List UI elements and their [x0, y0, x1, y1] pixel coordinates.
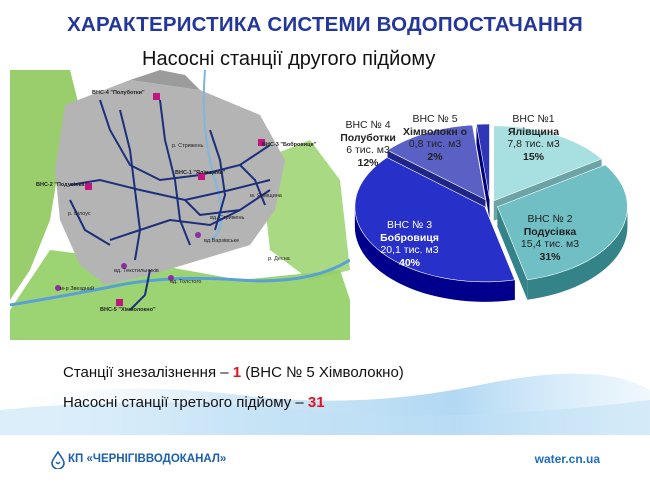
- map-label-vod1: вд.Варзівське: [204, 238, 240, 244]
- fact-iron-removal-number: 1: [232, 364, 242, 381]
- pie-label-4-value: 6 тис. м3: [346, 144, 390, 156]
- map-label-vns2: ВНС-2 "Подусівка": [36, 182, 88, 188]
- map-label-river3: р. Білоус: [68, 211, 91, 217]
- map-label-park: м. Ялівщина: [250, 193, 282, 199]
- pie-label-3-station: Бобровиця: [380, 231, 439, 244]
- water-drop-logo-icon: [50, 451, 66, 469]
- map-label-vns3: ВНС-3 "Бобровиця": [262, 142, 317, 148]
- slide-subtitle: Насосні станції другого підйому: [142, 48, 436, 70]
- pie-label-2: [505, 213, 595, 263]
- pie-label-2-percent: 31%: [539, 250, 561, 263]
- map-label-vod5: м-р Звездний: [60, 286, 95, 292]
- pie-label-5-station: Хімволокн о: [402, 125, 468, 138]
- pie-label-3-value: 20,1 тис. м3: [380, 244, 439, 256]
- pie-label-1-value: 7,8 тис. м3: [507, 138, 560, 150]
- map-label-vod3: вд. Толстого: [170, 279, 202, 285]
- company-logo-text: КП «ЧЕРНІГІВВОДОКАНАЛ»: [68, 453, 227, 465]
- pie-label-1: [496, 113, 571, 163]
- pie-label-4: [338, 119, 398, 169]
- map-label-vns5: ВНС-5 "Хімволокно": [100, 307, 156, 313]
- pie-label-1-percent: 15%: [522, 150, 544, 163]
- map-marker-vod1: [195, 232, 201, 238]
- fact-third-lift-number: 31: [307, 394, 325, 411]
- map-label-vod2: вд. Текстильників: [114, 268, 159, 274]
- pie-label-3-name: ВНС № 3: [386, 219, 433, 231]
- map-label-vns4: ВНС-4 "Полуботки": [92, 90, 145, 96]
- map-label-vod4: вд. Стрижень: [210, 215, 245, 221]
- pie-label-5: [400, 113, 470, 163]
- fact-iron-removal-text: Станції знезалізнення –: [63, 364, 233, 381]
- pie-label-2-value: 15,4 тис. м3: [520, 238, 580, 250]
- map-label-river2: р. Десна: [268, 256, 290, 262]
- pie-label-3-percent: 40%: [398, 256, 420, 269]
- fact-iron-removal-tail: (ВНС № 5 Хімволокно): [241, 364, 404, 381]
- fact-third-lift: [63, 394, 325, 411]
- map-label-river1: р. Стрижень: [172, 143, 204, 149]
- slide-title: ХАРАКТЕРИСТИКА СИСТЕМИ ВОДОПОСТАЧАННЯ: [67, 13, 583, 36]
- pie-label-4-percent: 12%: [357, 156, 379, 169]
- pie-label-1-station: Ялівщина: [507, 125, 560, 138]
- pie-label-3: [362, 219, 457, 269]
- pie-label-1-name: ВНС №1: [512, 113, 555, 125]
- pie-label-2-station: Подусівка: [523, 225, 577, 238]
- fact-third-lift-text: Насосні станції третього підйому –: [63, 394, 308, 411]
- pie-label-5-name: ВНС № 5: [412, 113, 458, 125]
- pie-label-2-name: ВНС № 2: [527, 213, 573, 225]
- map-marker-vns4: [153, 93, 160, 100]
- city-map: [10, 70, 350, 340]
- pie-label-5-percent: 2%: [427, 150, 443, 163]
- pie-label-4-name: ВНС № 4: [345, 119, 391, 131]
- map-label-vns1: ВНС-1 "Ялівщина": [175, 170, 226, 176]
- fact-iron-removal: [63, 364, 404, 381]
- website-url[interactable]: water.cn.ua: [534, 452, 600, 466]
- pie-label-5-value: 0,8 тис. м3: [408, 138, 462, 150]
- map-marker-vns5: [116, 299, 123, 306]
- pie-label-4-station: Полуботки: [340, 131, 396, 144]
